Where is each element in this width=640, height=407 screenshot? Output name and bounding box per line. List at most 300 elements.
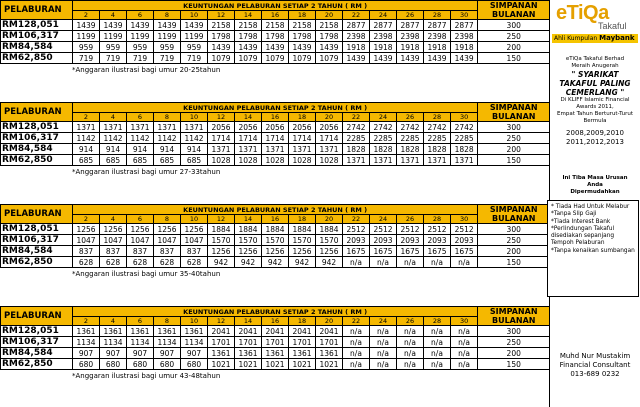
return-cell: 1675 — [451, 246, 478, 257]
return-cell: 2398 — [424, 31, 451, 42]
benefit-item: *Tanpa Slip Gaji — [551, 211, 597, 218]
table-note: *Anggaran ilustrasi bagi umur 27-33tahun — [72, 168, 221, 176]
return-cell: 914 — [154, 144, 181, 155]
return-cell: 680 — [73, 359, 100, 370]
return-cell: 837 — [181, 246, 208, 257]
pelaburan-amount: RM106,317 — [1, 337, 73, 348]
year-header: 20 — [316, 113, 343, 122]
table-row — [1, 246, 550, 257]
return-cell: n/a — [397, 326, 424, 337]
year-header: 20 — [316, 317, 343, 326]
return-cell: 837 — [154, 246, 181, 257]
pelaburan-header: PELABURAN — [1, 307, 73, 326]
year-header: 10 — [181, 215, 208, 224]
simpanan-value: 200 — [478, 144, 550, 155]
return-cell: 1021 — [262, 359, 289, 370]
return-cell: 2398 — [343, 31, 370, 42]
etiqa-logo — [552, 2, 638, 44]
return-cell: n/a — [424, 326, 451, 337]
investment-table-block — [0, 204, 549, 280]
return-cell: 1371 — [397, 155, 424, 166]
pelaburan-amount: RM62,850 — [1, 359, 73, 370]
return-cell: 1798 — [208, 31, 235, 42]
year-header: 26 — [397, 215, 424, 224]
pelaburan-header: PELABURAN — [1, 1, 73, 20]
return-cell: 1142 — [181, 133, 208, 144]
return-cell: 2512 — [343, 224, 370, 235]
return-cell: 680 — [100, 359, 127, 370]
simpanan-header: SIMPANAN BULANAN — [478, 103, 550, 122]
year-header: 6 — [127, 11, 154, 20]
return-cell: 2158 — [262, 20, 289, 31]
simpanan-value: 200 — [478, 348, 550, 359]
return-cell: 1884 — [208, 224, 235, 235]
return-cell: 1828 — [370, 144, 397, 155]
return-cell: 1134 — [127, 337, 154, 348]
return-cell: 942 — [289, 257, 316, 268]
return-cell: 1439 — [208, 42, 235, 53]
return-cell: n/a — [343, 359, 370, 370]
table-row — [1, 122, 550, 133]
return-cell: 837 — [100, 246, 127, 257]
return-cell: 1079 — [316, 53, 343, 64]
investment-table-block — [0, 0, 549, 76]
return-cell: 2512 — [424, 224, 451, 235]
return-cell: 1918 — [424, 42, 451, 53]
return-cell: 2158 — [289, 20, 316, 31]
return-cell: 1047 — [73, 235, 100, 246]
return-cell: 914 — [100, 144, 127, 155]
return-cell: 959 — [181, 42, 208, 53]
year-header: 4 — [100, 215, 127, 224]
return-cell: 914 — [127, 144, 154, 155]
return-cell: 1439 — [316, 42, 343, 53]
return-cell: 1439 — [100, 20, 127, 31]
return-cell: 1371 — [370, 155, 397, 166]
year-header: 12 — [208, 11, 235, 20]
return-cell: 719 — [100, 53, 127, 64]
return-cell: 1675 — [424, 246, 451, 257]
keuntungan-header: KEUNTUNGAN PELABURAN SETIAP 2 TAHUN ( RM ) — [73, 307, 478, 317]
table-row — [1, 224, 550, 235]
return-cell: 2285 — [451, 133, 478, 144]
keuntungan-header: KEUNTUNGAN PELABURAN SETIAP 2 TAHUN ( RM ) — [73, 1, 478, 11]
return-cell: 1256 — [262, 246, 289, 257]
table-row — [1, 155, 550, 166]
investment-table — [0, 0, 550, 64]
return-cell: 628 — [154, 257, 181, 268]
year-header: 26 — [397, 11, 424, 20]
year-header: 4 — [100, 317, 127, 326]
return-cell: 2158 — [316, 20, 343, 31]
return-cell: 942 — [235, 257, 262, 268]
table-note: *Anggaran ilustrasi bagi umur 43-48tahun — [72, 372, 221, 380]
return-cell: 2093 — [343, 235, 370, 246]
return-cell: 1361 — [235, 348, 262, 359]
return-cell: 685 — [127, 155, 154, 166]
return-cell: 1570 — [208, 235, 235, 246]
table-row — [1, 235, 550, 246]
contact-name: Muhd Nur Mustakim — [559, 352, 631, 360]
return-cell: 1134 — [154, 337, 181, 348]
return-cell: n/a — [451, 257, 478, 268]
simpanan-value: 150 — [478, 155, 550, 166]
return-cell: 1371 — [154, 122, 181, 133]
table-row — [1, 257, 550, 268]
pelaburan-amount: RM106,317 — [1, 235, 73, 246]
return-cell: 1828 — [343, 144, 370, 155]
return-cell: n/a — [343, 257, 370, 268]
benefit-item: *Tiada Interest Bank — [551, 218, 611, 225]
return-cell: 680 — [154, 359, 181, 370]
year-header: 22 — [343, 317, 370, 326]
year-header: 14 — [235, 215, 262, 224]
year-header: 12 — [208, 113, 235, 122]
return-cell: 1371 — [343, 155, 370, 166]
return-cell: 1714 — [235, 133, 262, 144]
year-header: 2 — [73, 113, 100, 122]
year-header: 14 — [235, 113, 262, 122]
keuntungan-header: KEUNTUNGAN PELABURAN SETIAP 2 TAHUN ( RM ) — [73, 103, 478, 113]
return-cell: 1701 — [289, 337, 316, 348]
return-cell: 2093 — [451, 235, 478, 246]
return-cell: 685 — [73, 155, 100, 166]
return-cell: 2285 — [424, 133, 451, 144]
return-cell: 1047 — [154, 235, 181, 246]
return-cell: 2877 — [424, 20, 451, 31]
return-cell: 628 — [127, 257, 154, 268]
year-header: 12 — [208, 317, 235, 326]
year-header: 28 — [424, 11, 451, 20]
return-cell: 2742 — [370, 122, 397, 133]
year-header: 18 — [289, 113, 316, 122]
year-header: 20 — [316, 215, 343, 224]
return-cell: 907 — [154, 348, 181, 359]
return-cell: n/a — [397, 337, 424, 348]
return-cell: 942 — [262, 257, 289, 268]
return-cell: 1439 — [289, 42, 316, 53]
return-cell: 1079 — [262, 53, 289, 64]
return-cell: 1439 — [397, 53, 424, 64]
year-header: 2 — [73, 317, 100, 326]
return-cell: 1256 — [181, 224, 208, 235]
pelaburan-amount: RM106,317 — [1, 31, 73, 42]
year-header: 18 — [289, 215, 316, 224]
benefit-item: * Tiada Had Untuk Melabur — [551, 204, 630, 210]
return-cell: 2877 — [343, 20, 370, 31]
return-cell: 1256 — [208, 246, 235, 257]
return-cell: n/a — [397, 257, 424, 268]
year-header: 24 — [370, 113, 397, 122]
return-cell: 1047 — [100, 235, 127, 246]
return-cell: 1256 — [154, 224, 181, 235]
return-cell: 628 — [100, 257, 127, 268]
return-cell: n/a — [424, 348, 451, 359]
return-cell: 907 — [127, 348, 154, 359]
return-cell: 1199 — [181, 31, 208, 42]
investment-table-block — [0, 102, 549, 178]
return-cell: 1047 — [181, 235, 208, 246]
return-cell: 1714 — [316, 133, 343, 144]
table-row — [1, 53, 550, 64]
return-cell: 1828 — [424, 144, 451, 155]
year-header: 22 — [343, 215, 370, 224]
return-cell: 1918 — [397, 42, 424, 53]
return-cell: 2158 — [208, 20, 235, 31]
return-cell: 1028 — [235, 155, 262, 166]
return-cell: 2093 — [397, 235, 424, 246]
return-cell: 1361 — [100, 326, 127, 337]
table-note: *Anggaran ilustrasi bagi umur 35-40tahun — [72, 270, 221, 278]
return-cell: 1028 — [316, 155, 343, 166]
return-cell: 1256 — [316, 246, 343, 257]
year-header: 8 — [154, 11, 181, 20]
benefit-item: *Perlindungan Takaful disediakan sepanjang Tempoh Pelaburan — [551, 225, 615, 247]
return-cell: 1021 — [289, 359, 316, 370]
award-intro: eTiQa Takaful Berhad Meraih Anugerah " SYARIKAT TAKAFUL PALING CEMERLANG " Di KLIFF Islamic Financial Awards 2011, Empat Tahun Berturut-Turut Bermula 2008,2009,2010 2011,2012,2013 — [552, 56, 638, 147]
return-cell: 959 — [100, 42, 127, 53]
year-header: 28 — [424, 215, 451, 224]
logo-text: eTiQa — [556, 2, 609, 24]
return-cell: 1798 — [262, 31, 289, 42]
return-cell: n/a — [370, 326, 397, 337]
return-cell: 914 — [181, 144, 208, 155]
return-cell: 1371 — [235, 144, 262, 155]
year-header: 16 — [262, 317, 289, 326]
table-row — [1, 359, 550, 370]
year-header: 10 — [181, 113, 208, 122]
return-cell: 2041 — [208, 326, 235, 337]
return-cell: 1439 — [181, 20, 208, 31]
year-header: 14 — [235, 317, 262, 326]
year-header: 28 — [424, 113, 451, 122]
return-cell: n/a — [370, 359, 397, 370]
year-header: 26 — [397, 317, 424, 326]
simpanan-value: 200 — [478, 42, 550, 53]
return-cell: 1371 — [100, 122, 127, 133]
return-cell: 1142 — [127, 133, 154, 144]
return-cell: 2512 — [397, 224, 424, 235]
simpanan-value: 150 — [478, 53, 550, 64]
simpanan-value: 250 — [478, 337, 550, 348]
year-header: 10 — [181, 11, 208, 20]
return-cell: 1675 — [370, 246, 397, 257]
table-note: *Anggaran ilustrasi bagi umur 20-25tahun — [72, 66, 221, 74]
return-cell: 1439 — [127, 20, 154, 31]
return-cell: 1371 — [73, 122, 100, 133]
year-header: 24 — [370, 317, 397, 326]
return-cell: 1079 — [208, 53, 235, 64]
pelaburan-amount: RM62,850 — [1, 53, 73, 64]
return-cell: 1884 — [262, 224, 289, 235]
return-cell: 1256 — [289, 246, 316, 257]
return-cell: 1142 — [100, 133, 127, 144]
return-cell: 1439 — [154, 20, 181, 31]
return-cell: 2056 — [289, 122, 316, 133]
return-cell: 1701 — [262, 337, 289, 348]
return-cell: 628 — [73, 257, 100, 268]
return-cell: 914 — [73, 144, 100, 155]
return-cell: 2056 — [262, 122, 289, 133]
return-cell: 1047 — [127, 235, 154, 246]
investment-table-block — [0, 306, 549, 382]
return-cell: n/a — [343, 326, 370, 337]
return-cell: 1361 — [316, 348, 343, 359]
year-header: 30 — [451, 11, 478, 20]
simpanan-header: SIMPANAN BULANAN — [478, 1, 550, 20]
return-cell: 1371 — [289, 144, 316, 155]
table-row — [1, 31, 550, 42]
keuntungan-header: KEUNTUNGAN PELABURAN SETIAP 2 TAHUN ( RM ) — [73, 205, 478, 215]
year-header: 6 — [127, 317, 154, 326]
return-cell: 1371 — [208, 144, 235, 155]
table-row — [1, 326, 550, 337]
return-cell: n/a — [397, 348, 424, 359]
return-cell: 1884 — [289, 224, 316, 235]
investment-table — [0, 102, 550, 166]
return-cell: 1918 — [370, 42, 397, 53]
return-cell: 907 — [73, 348, 100, 359]
return-cell: 1439 — [451, 53, 478, 64]
return-cell: 1142 — [73, 133, 100, 144]
table-row — [1, 337, 550, 348]
year-header: 4 — [100, 11, 127, 20]
return-cell: 2041 — [316, 326, 343, 337]
year-header: 16 — [262, 113, 289, 122]
investment-table — [0, 204, 550, 268]
return-cell: n/a — [424, 257, 451, 268]
return-cell: 1439 — [73, 20, 100, 31]
pelaburan-header: PELABURAN — [1, 205, 73, 224]
return-cell: 1570 — [235, 235, 262, 246]
return-cell: 1021 — [235, 359, 262, 370]
return-cell: 1918 — [343, 42, 370, 53]
simpanan-value: 300 — [478, 20, 550, 31]
simpanan-value: 300 — [478, 224, 550, 235]
return-cell: 1361 — [127, 326, 154, 337]
return-cell: 1701 — [208, 337, 235, 348]
return-cell: 2742 — [397, 122, 424, 133]
year-header: 30 — [451, 215, 478, 224]
pelaburan-amount: RM84,584 — [1, 348, 73, 359]
return-cell: n/a — [370, 257, 397, 268]
investment-table — [0, 306, 550, 370]
return-cell: n/a — [343, 348, 370, 359]
return-cell: 907 — [181, 348, 208, 359]
return-cell: n/a — [370, 337, 397, 348]
year-header: 20 — [316, 11, 343, 20]
return-cell: 1079 — [235, 53, 262, 64]
return-cell: 1439 — [370, 53, 397, 64]
return-cell: 1918 — [451, 42, 478, 53]
year-header: 24 — [370, 215, 397, 224]
return-cell: 1714 — [208, 133, 235, 144]
return-cell: 628 — [181, 257, 208, 268]
year-header: 22 — [343, 11, 370, 20]
year-header: 26 — [397, 113, 424, 122]
return-cell: 2056 — [208, 122, 235, 133]
return-cell: 1199 — [100, 31, 127, 42]
return-cell: 1361 — [181, 326, 208, 337]
return-cell: 2041 — [235, 326, 262, 337]
return-cell: 942 — [316, 257, 343, 268]
simpanan-header: SIMPANAN BULANAN — [478, 205, 550, 224]
return-cell: 1361 — [154, 326, 181, 337]
return-cell: 1361 — [262, 348, 289, 359]
return-cell: 1439 — [343, 53, 370, 64]
return-cell: 2285 — [370, 133, 397, 144]
return-cell: 1361 — [73, 326, 100, 337]
return-cell: 1570 — [316, 235, 343, 246]
return-cell: 1371 — [424, 155, 451, 166]
return-cell: 1371 — [181, 122, 208, 133]
return-cell: 1134 — [181, 337, 208, 348]
pelaburan-header: PELABURAN — [1, 103, 73, 122]
return-cell: 1256 — [127, 224, 154, 235]
return-cell: 1884 — [316, 224, 343, 235]
return-cell: 1798 — [235, 31, 262, 42]
return-cell: 959 — [127, 42, 154, 53]
return-cell: 2041 — [262, 326, 289, 337]
year-header: 16 — [262, 11, 289, 20]
return-cell: 1570 — [262, 235, 289, 246]
contact-info — [552, 352, 638, 379]
return-cell: 2285 — [343, 133, 370, 144]
pelaburan-amount: RM84,584 — [1, 144, 73, 155]
return-cell: 680 — [127, 359, 154, 370]
return-cell: 1798 — [316, 31, 343, 42]
logo-bar: Ahli Kumpulan Maybank — [552, 34, 638, 43]
return-cell: 1701 — [316, 337, 343, 348]
return-cell: 2056 — [316, 122, 343, 133]
return-cell: 2158 — [235, 20, 262, 31]
return-cell: 959 — [73, 42, 100, 53]
return-cell: 685 — [100, 155, 127, 166]
year-header: 10 — [181, 317, 208, 326]
return-cell: 1361 — [289, 348, 316, 359]
return-cell: n/a — [451, 348, 478, 359]
return-cell: 2512 — [370, 224, 397, 235]
year-header: 18 — [289, 317, 316, 326]
return-cell: 2093 — [370, 235, 397, 246]
return-cell: 1439 — [424, 53, 451, 64]
table-row — [1, 348, 550, 359]
year-header: 2 — [73, 215, 100, 224]
return-cell: 942 — [208, 257, 235, 268]
return-cell: 1079 — [289, 53, 316, 64]
year-header: 6 — [127, 113, 154, 122]
year-header: 8 — [154, 215, 181, 224]
return-cell: 2742 — [343, 122, 370, 133]
pelaburan-amount: RM106,317 — [1, 133, 73, 144]
award-years-1: 2008,2009,2010 — [566, 129, 624, 137]
return-cell: 685 — [154, 155, 181, 166]
pelaburan-amount: RM84,584 — [1, 42, 73, 53]
return-cell: n/a — [451, 359, 478, 370]
return-cell: 1028 — [289, 155, 316, 166]
return-cell: 1828 — [451, 144, 478, 155]
return-cell: 1199 — [73, 31, 100, 42]
year-header: 4 — [100, 113, 127, 122]
return-cell: 1256 — [100, 224, 127, 235]
return-cell: 680 — [181, 359, 208, 370]
year-header: 16 — [262, 215, 289, 224]
return-cell: 1701 — [235, 337, 262, 348]
year-header: 24 — [370, 11, 397, 20]
return-cell: 1199 — [154, 31, 181, 42]
return-cell: 907 — [100, 348, 127, 359]
table-row — [1, 144, 550, 155]
